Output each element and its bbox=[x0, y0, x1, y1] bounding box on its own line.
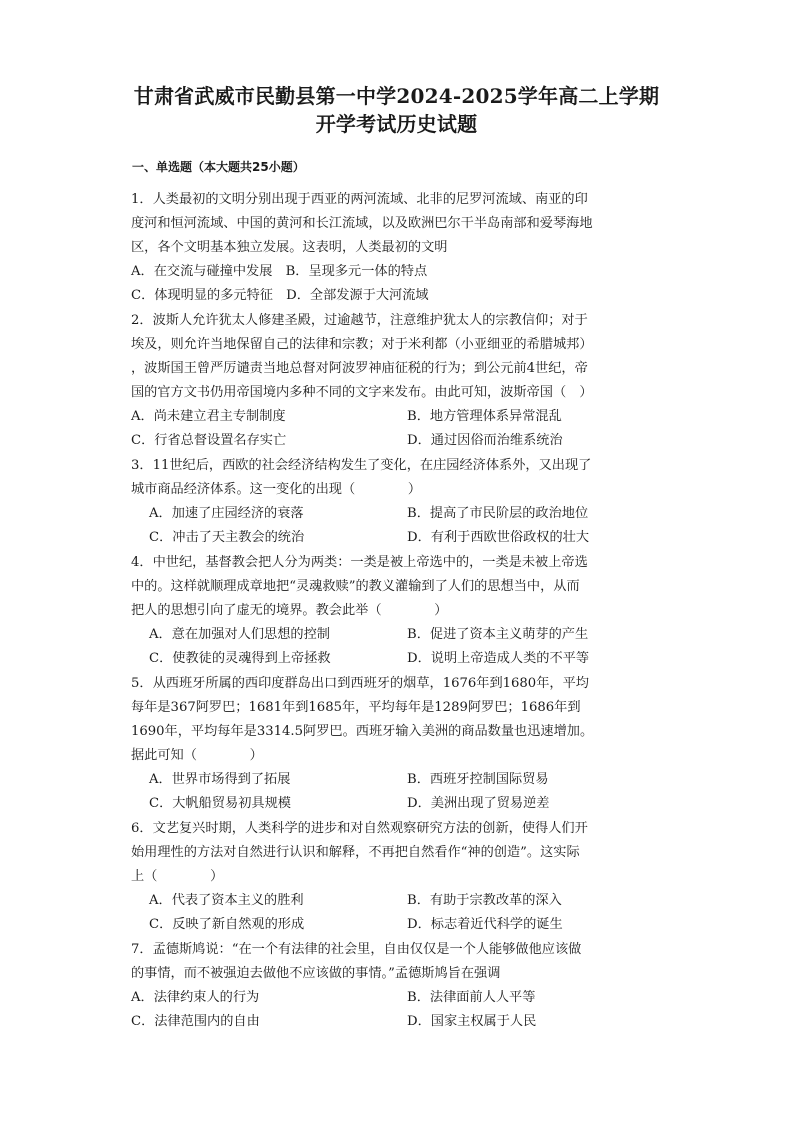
question-5 bbox=[131, 672, 671, 768]
question-text-line: 据此可知（ ） bbox=[131, 748, 263, 763]
option-a[interactable]: A．法律约束人的行为 bbox=[131, 990, 260, 1005]
option-a[interactable]: A．加速了庄园经济的衰落 bbox=[149, 506, 304, 521]
question-text-line: 每年是367阿罗巴；1681年到1685年，平均每年是1289阿罗巴；1686年到 bbox=[131, 700, 581, 715]
option-d[interactable]: D．标志着近代科学的诞生 bbox=[407, 917, 563, 932]
option-c[interactable]: C．反映了新自然观的形成 bbox=[149, 917, 305, 932]
question-2-options bbox=[131, 405, 671, 453]
option-c[interactable]: C．大帆船贸易初具规模 bbox=[149, 796, 291, 811]
question-2 bbox=[131, 309, 671, 405]
option-a[interactable]: A．意在加强对人们思想的控制 bbox=[149, 627, 330, 642]
question-text-line: ，波斯国王曾严厉谴责当地总督对阿波罗神庙征税的行为；到公元前4世纪，帝 bbox=[131, 361, 588, 376]
option-c[interactable]: C．法律范围内的自由 bbox=[131, 1014, 260, 1029]
question-text-line: 1690年，平均每年是3314.5阿罗巴。西班牙输入美洲的商品数量也迅速增加。 bbox=[131, 724, 594, 739]
option-row[interactable]: A．在交流与碰撞中发展 B．呈现多元一体的特点 bbox=[131, 264, 428, 279]
question-text-line: 6．文艺复兴时期，人类科学的进步和对自然观察研究方法的创新，使得人们开 bbox=[131, 821, 588, 836]
option-b[interactable]: B．提高了市民阶层的政治地位 bbox=[407, 506, 589, 521]
question-3-options bbox=[149, 502, 669, 550]
question-text-line: 1．人类最初的文明分别出现于西亚的两河流域、北非的尼罗河流域、南亚的印 bbox=[131, 192, 588, 207]
question-7 bbox=[131, 938, 671, 986]
option-a[interactable]: A．尚未建立君主专制制度 bbox=[131, 409, 286, 424]
option-b[interactable]: B．西班牙控制国际贸易 bbox=[407, 772, 549, 787]
question-6 bbox=[131, 817, 671, 889]
question-6-options bbox=[149, 889, 669, 937]
question-text-line: 区，各个文明基本独立发展。这表明，人类最初的文明 bbox=[131, 240, 448, 255]
question-1-options bbox=[131, 260, 631, 308]
question-4 bbox=[131, 551, 671, 623]
question-text-line: 上（ ） bbox=[131, 869, 224, 884]
question-text-line: 度河和恒河流域、中国的黄河和长江流域，以及欧洲巴尔干半岛南部和爱琴海地 bbox=[131, 216, 593, 231]
question-text-line: 5．从西班牙所属的西印度群岛出口到西班牙的烟草，1676年到1680年，平均 bbox=[131, 676, 589, 691]
option-b[interactable]: B．法律面前人人平等 bbox=[407, 990, 536, 1005]
option-a[interactable]: A．代表了资本主义的胜利 bbox=[149, 893, 304, 908]
question-text-line: 埃及，则允许当地保留自己的法律和宗教；对于米利都（小亚细亚的希腊城邦） bbox=[131, 337, 593, 352]
question-5-options bbox=[149, 768, 669, 816]
section-heading: 一、单选题（本大题共25小题） bbox=[132, 160, 305, 174]
question-text-line: 城市商品经济体系。这一变化的出现（ ） bbox=[131, 482, 422, 497]
option-a[interactable]: A．世界市场得到了拓展 bbox=[149, 772, 291, 787]
question-text-line: 国的官方文书仍用帝国境内多种不同的文字来发布。由此可知，波斯帝国（ ） bbox=[131, 385, 593, 400]
option-d[interactable]: D．通过因俗而治维系统治 bbox=[407, 433, 563, 448]
question-text-line: 7．孟德斯鸠说：“在一个有法律的社会里，自由仅仅是一个人能够做他应该做 bbox=[131, 942, 582, 957]
option-d[interactable]: D．说明上帝造成人类的不平等 bbox=[407, 651, 590, 666]
option-c[interactable]: C．行省总督设置名存实亡 bbox=[131, 433, 287, 448]
question-text-line: 3．11世纪后，西欧的社会经济结构发生了变化，在庄园经济体系外，又出现了 bbox=[131, 458, 592, 473]
option-d[interactable]: D．有利于西欧世俗政权的壮大 bbox=[407, 530, 590, 545]
question-text-line: 始用理性的方法对自然进行认识和解释，不再把自然看作“神的创造”。这实际 bbox=[131, 845, 580, 860]
option-b[interactable]: B．有助于宗教改革的深入 bbox=[407, 893, 562, 908]
option-c[interactable]: C．使教徒的灵魂得到上帝拯救 bbox=[149, 651, 331, 666]
question-text-line: 中的。这样就顺理成章地把“灵魂救赎”的教义灌输到了人们的思想当中，从而 bbox=[131, 579, 580, 594]
option-row[interactable]: C．体现明显的多元特征 D．全部发源于大河流域 bbox=[131, 288, 429, 303]
question-4-options bbox=[149, 623, 669, 671]
question-text-line: 2．波斯人允许犹太人修建圣殿，过逾越节，注意维护犹太人的宗教信仰；对于 bbox=[131, 313, 588, 328]
question-text-line: 把人的思想引向了虚无的境界。教会此举（ ） bbox=[131, 603, 448, 618]
option-b[interactable]: B．促进了资本主义萌芽的产生 bbox=[407, 627, 589, 642]
question-1 bbox=[131, 188, 671, 260]
exam-title-line1: 甘肃省武威市民勤县第一中学2024-2025学年高二上学期 bbox=[133, 84, 660, 108]
question-text-line: 的事情，而不被强迫去做他不应该做的事情。”孟德斯鸠旨在强调 bbox=[131, 966, 501, 981]
option-b[interactable]: B．地方管理体系异常混乱 bbox=[407, 409, 562, 424]
question-3 bbox=[131, 454, 671, 502]
exam-title-line2: 开学考试历史试题 bbox=[315, 112, 478, 136]
option-d[interactable]: D．国家主权属于人民 bbox=[407, 1014, 537, 1029]
question-7-options bbox=[131, 986, 671, 1034]
option-c[interactable]: C．冲击了天主教会的统治 bbox=[149, 530, 305, 545]
option-d[interactable]: D．美洲出现了贸易逆差 bbox=[407, 796, 550, 811]
question-text-line: 4．中世纪，基督教会把人分为两类：一类是被上帝选中的，一类是未被上帝选 bbox=[131, 555, 588, 570]
